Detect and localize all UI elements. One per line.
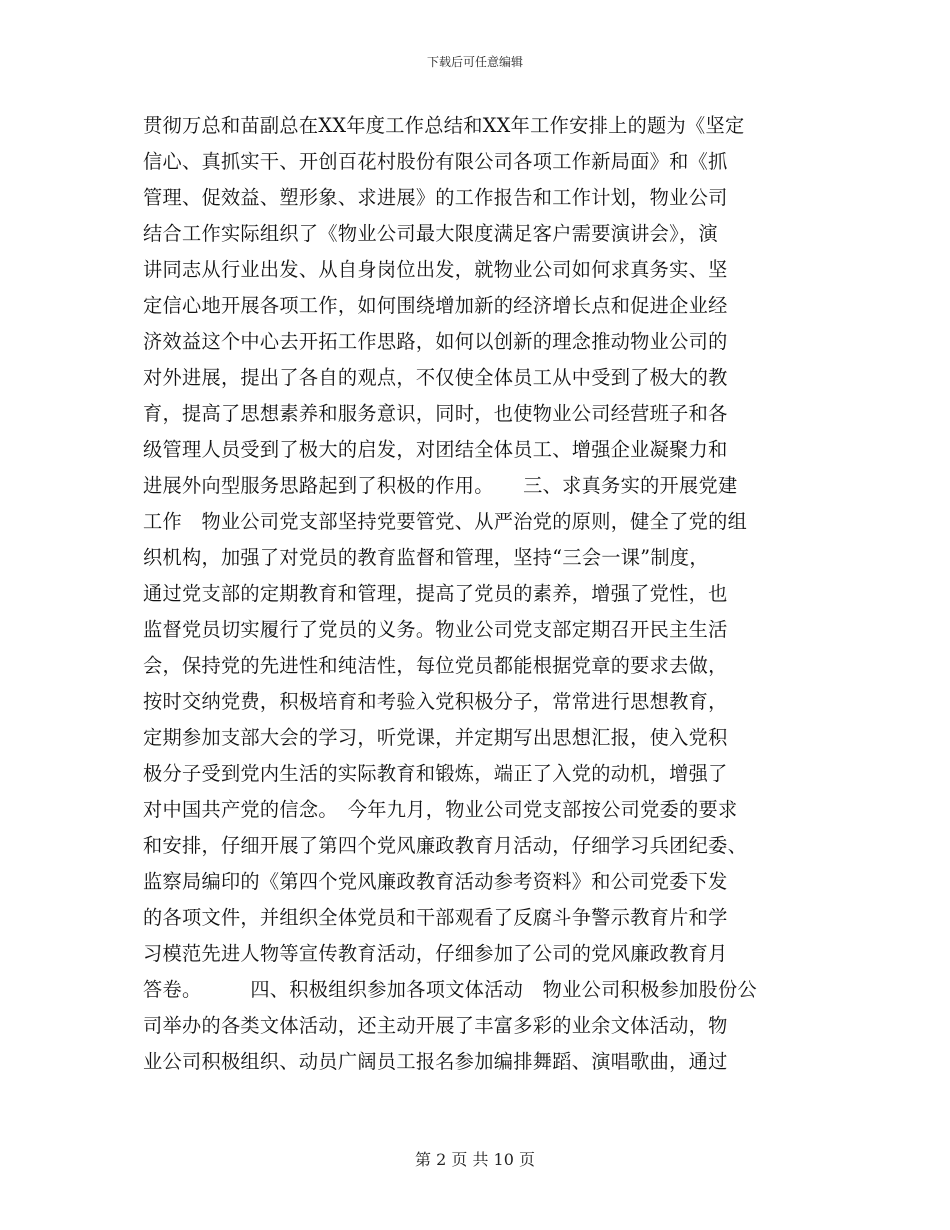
body-line: 按时交纳党费，积极培育和考验入党积极分子，常常进行思想教育， (143, 690, 728, 713)
body-line: 济效益这个中心去开拓工作思路，如何以创新的理念推动物业公司的 (143, 330, 728, 353)
body-line: 监察局编印的《第四个党风廉政教育活动参考资料》和公司党委下发 (143, 870, 728, 893)
body-line: 育，提高了思想素养和服务意识，同时，也使物业公司经营班子和各 (143, 402, 728, 425)
body-line: 会，保持党的先进性和纯洁性，每位党员都能根据党章的要求去做， (143, 654, 728, 677)
body-line: 工作 物业公司党支部坚持党要管党、从严治党的原则，健全了党的组 (143, 510, 748, 533)
body-line: 和安排，仔细开展了第四个党风廉政教育月活动，仔细学习兵团纪委、 (143, 834, 748, 857)
body-line: 定期参加支部大会的学习，听党课，并定期写出思想汇报，使入党积 (143, 726, 728, 749)
body-line: 贯彻万总和苗副总在XX年度工作总结和XX年工作安排上的题为《坚定 (143, 114, 745, 137)
body-line: 结合工作实际组织了《物业公司最大限度满足客户需要演讲会》，演 (143, 222, 719, 245)
body-line: 的各项文件，并组织全体党员和干部观看了反腐斗争警示教育片和学 (143, 906, 728, 929)
page-number-footer: 第 2 页 共 10 页 (415, 1150, 535, 1169)
body-line: 答卷。 四、积极组织参加各项文体活动 物业公司积极参加股份公 (143, 978, 757, 1001)
body-line: 监督党员切实履行了党员的义务。物业公司党支部定期召开民主生活 (143, 618, 728, 641)
body-line: 信心、真抓实干、开创百花村股份有限公司各项工作新局面》和《抓 (143, 150, 728, 173)
body-line: 级管理人员受到了极大的启发，对团结全体员工、增强企业凝聚力和 (143, 438, 728, 461)
body-line: 极分子受到党内生活的实际教育和锻炼，端正了入党的动机，增强了 (143, 762, 728, 785)
body-line: 习模范先进人物等宣传教育活动，仔细参加了公司的党风廉政教育月 (143, 942, 728, 965)
body-line: 定信心地开展各项工作，如何围绕增加新的经济增长点和促进企业经 (143, 294, 728, 317)
body-line: 业公司积极组织、动员广阔员工报名参加编排舞蹈、演唱歌曲，通过 (143, 1050, 728, 1073)
body-line: 对外进展，提出了各自的观点，不仅使全体员工从中受到了极大的教 (143, 366, 728, 389)
body-line: 通过党支部的定期教育和管理，提高了党员的素养，增强了党性，也 (143, 582, 728, 605)
body-line: 管理、促效益、塑形象、求进展》的工作报告和工作计划，物业公司 (143, 186, 728, 209)
body-line: 织机构，加强了对党员的教育监督和管理，坚持“三会一课”制度， (143, 546, 709, 569)
body-line: 讲同志从行业出发、从自身岗位出发，就物业公司如何求真务实、坚 (143, 258, 728, 281)
document-body (143, 108, 823, 1080)
body-line: 进展外向型服务思路起到了积极的作用。 三、求真务实的开展党建 (143, 474, 738, 497)
page-header: 下载后可任意编辑 (426, 55, 523, 69)
body-line: 司举办的各类文体活动，还主动开展了丰富多彩的业余文体活动，物 (143, 1014, 728, 1037)
body-line: 对中国共产党的信念。 今年九月，物业公司党支部按公司党委的要求 (143, 798, 738, 821)
